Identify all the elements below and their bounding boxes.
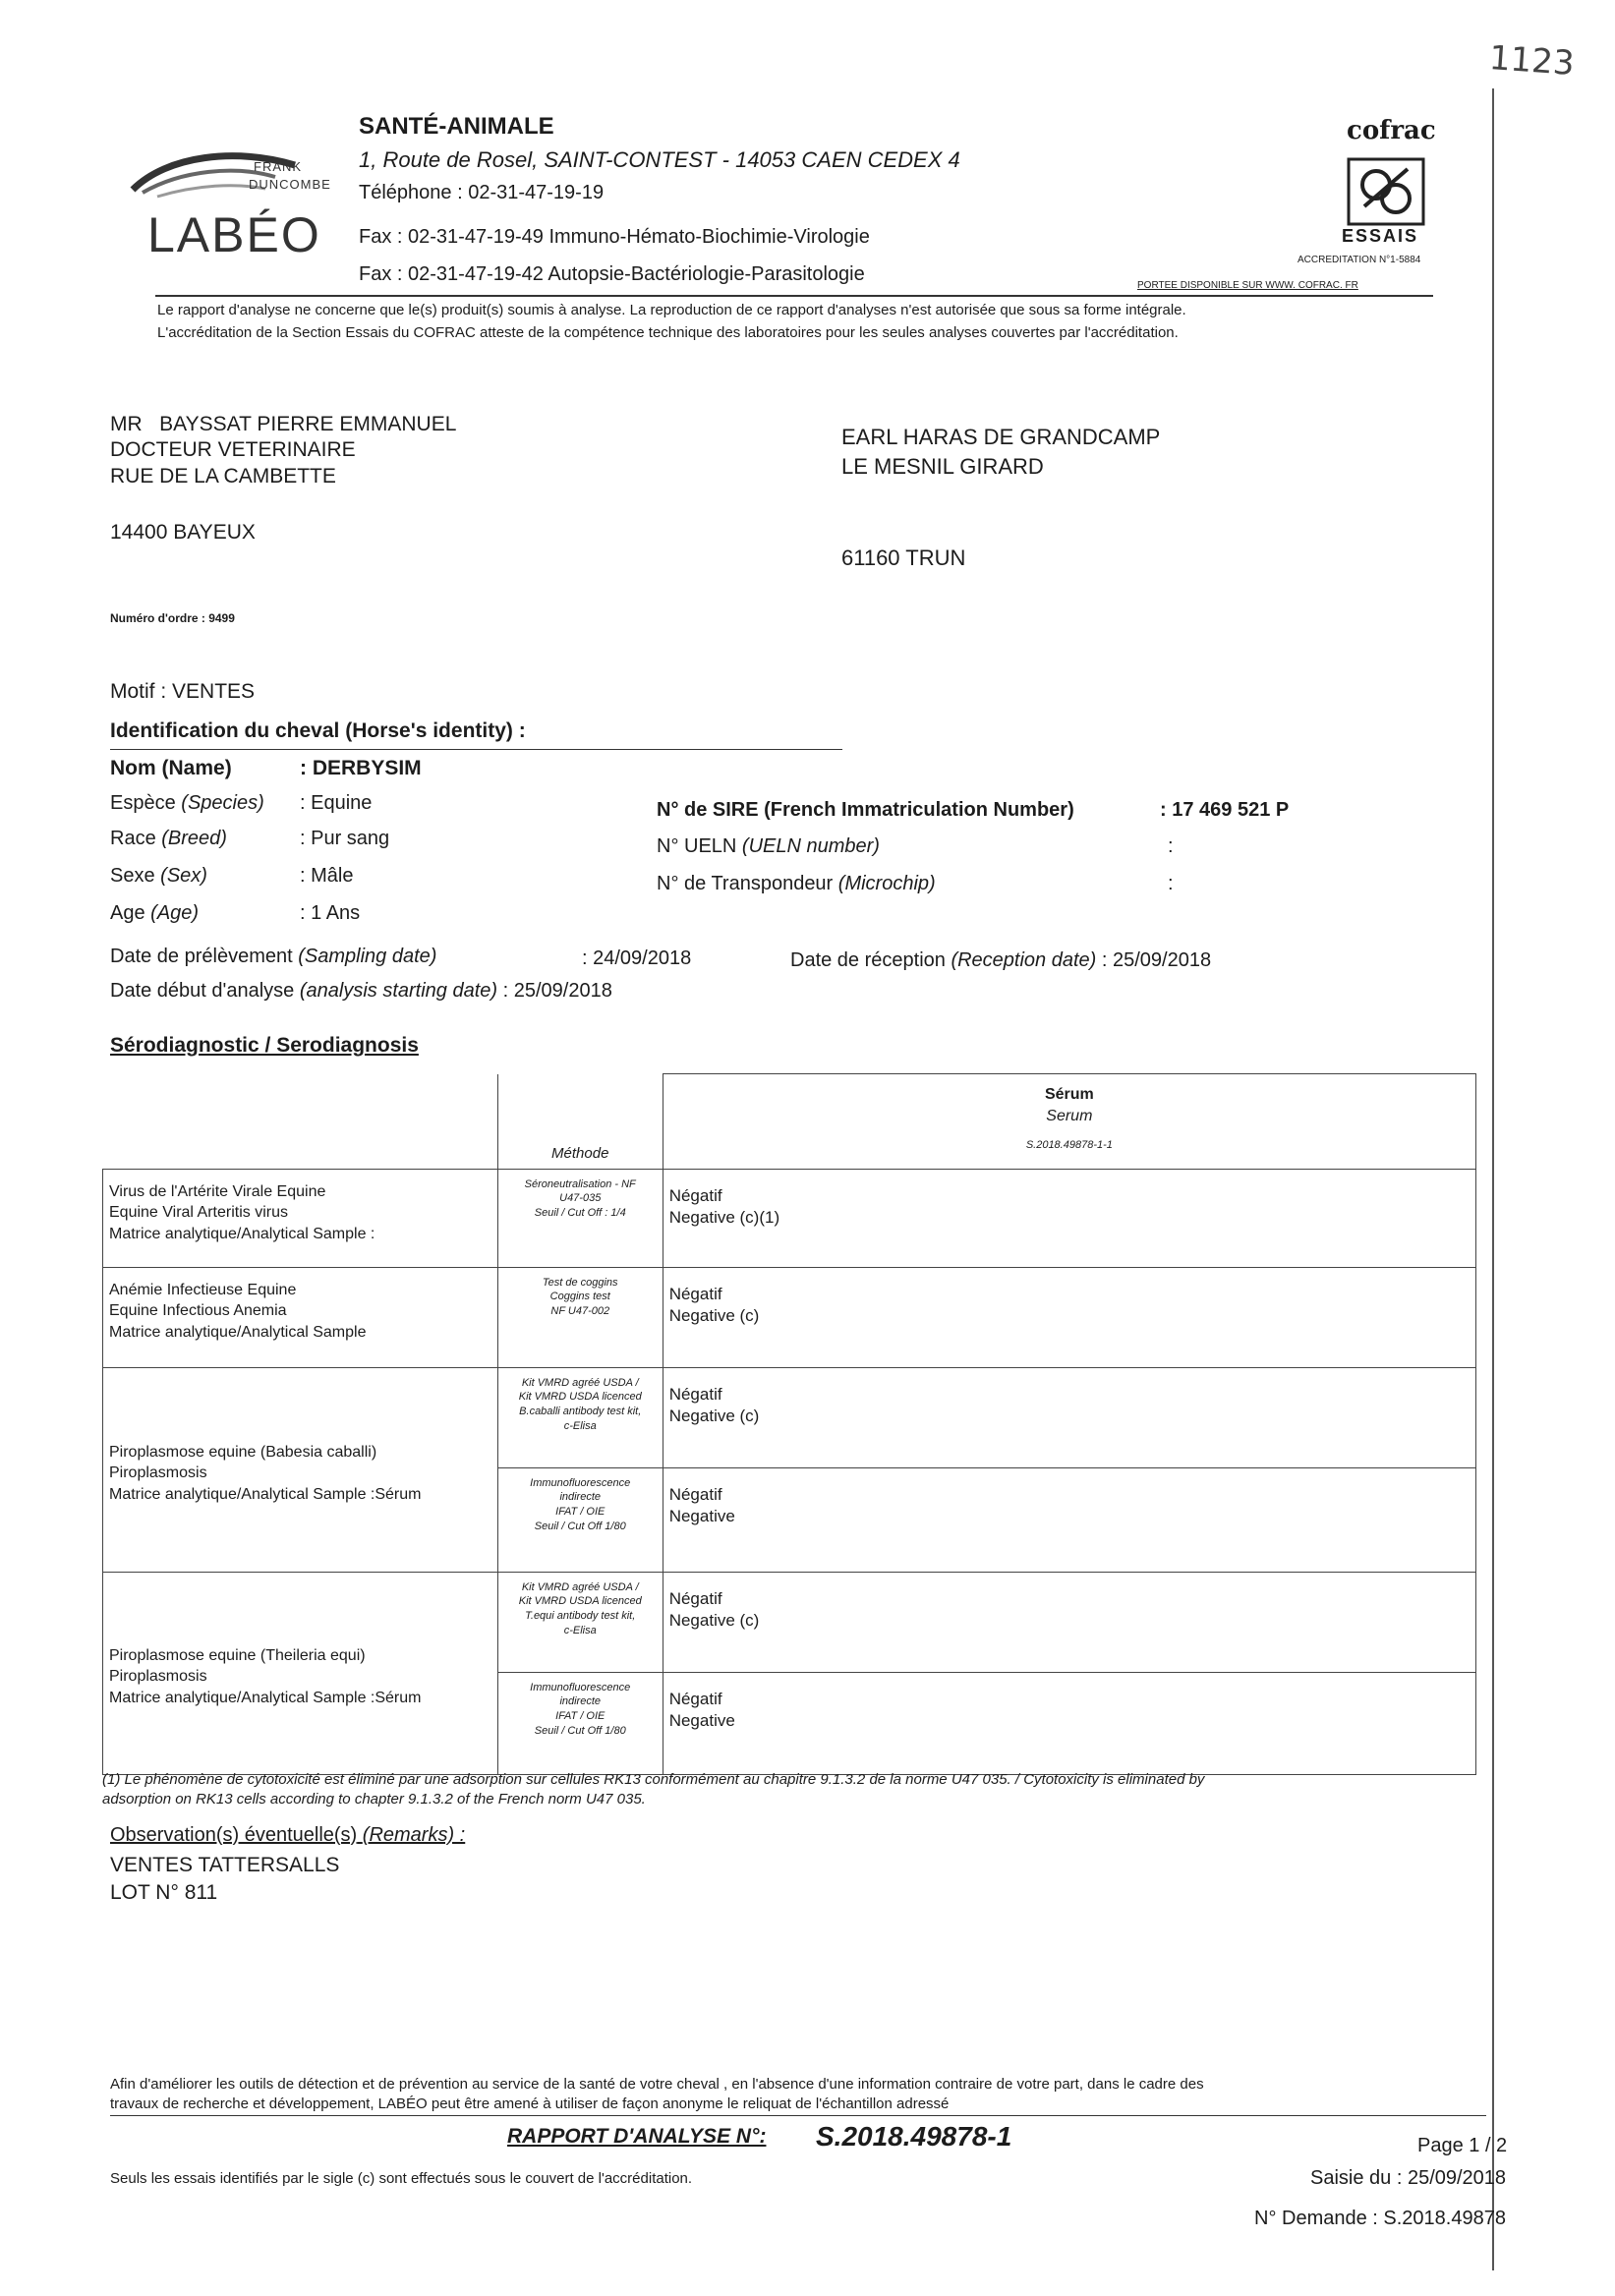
cofrac-portee: PORTEE DISPONIBLE SUR WWW. COFRAC. FR xyxy=(1137,280,1358,291)
method-line: IFAT / OIE xyxy=(555,1710,606,1723)
method-line: T.equi antibody test kit, xyxy=(525,1610,636,1623)
analysis-line: Piroplasmosis xyxy=(109,1464,207,1482)
method-line: Kit VMRD USDA licenced xyxy=(518,1595,642,1608)
logo-main-text: LABÉO xyxy=(147,207,321,262)
bottom-separator xyxy=(110,2115,1486,2116)
owner-line-3: 61160 TRUN xyxy=(841,545,966,570)
recipient-line-2: DOCTEUR VETERINAIRE xyxy=(110,438,356,461)
analysis-line: Anémie Infectieuse Equine xyxy=(109,1281,297,1298)
cofrac-accreditation: ACCREDITATION N°1-5884 xyxy=(1298,255,1421,265)
header-separator xyxy=(155,295,1433,297)
footnote-line-2: adsorption on RK13 cells according to chapter 9.1.3.2 of the French norm U47 035. xyxy=(102,1791,646,1808)
method-line: Immunofluorescence xyxy=(530,1476,631,1489)
logo-small-1: FRANK xyxy=(254,159,303,174)
method-line: Immunofluorescence xyxy=(530,1681,631,1693)
method-line: indirecte xyxy=(559,1491,602,1504)
method-line: Kit VMRD agréé USDA / xyxy=(521,1376,639,1389)
method-line: Séroneutralisation - NF xyxy=(524,1177,636,1190)
motif: Motif : VENTES xyxy=(110,680,256,703)
analysis-line: Piroplasmose equine (Theileria equi) xyxy=(109,1646,366,1664)
sampling-label-en: (Sampling date) xyxy=(298,946,437,967)
horse-name-value: : DERBYSIM xyxy=(300,757,422,779)
remarks-line-2: LOT N° 811 xyxy=(110,1881,218,1904)
logo-small-2: DUNCOMBE xyxy=(249,177,331,192)
analysis-line: Matrice analytique/Analytical Sample : xyxy=(109,1225,375,1242)
sex-value: : Mâle xyxy=(300,865,354,887)
results-table xyxy=(102,1073,1476,1775)
table-row xyxy=(103,1267,1476,1367)
method-header: Méthode xyxy=(497,1074,663,1170)
analysis-line: Matrice analytique/Analytical Sample :Sérum xyxy=(109,1485,422,1503)
report-number: S.2018.49878-1 xyxy=(816,2121,1012,2152)
reception-label-en: (Reception date) xyxy=(951,949,1097,971)
bottom-note-line-2: travaux de recherche et développement, LABÉO peut être amené à utiliser de façon anonyme le reliquat de l'échantillon adressé xyxy=(110,2095,950,2112)
table-row xyxy=(103,1367,1476,1467)
disclaimer-2: L'accréditation de la Section Essais du COFRAC atteste de la compétence technique des laboratoires pour les seules analyses couvertes par l'accréditation. xyxy=(157,324,1179,341)
recipient-line-4: 14400 BAYEUX xyxy=(110,521,256,544)
owner-line-2: LE MESNIL GIRARD xyxy=(841,454,1044,479)
sampling-label: Date de prélèvement xyxy=(110,946,293,967)
reception-label: Date de réception xyxy=(790,949,946,971)
reception-value: : 25/09/2018 xyxy=(1101,949,1212,971)
cofrac-title: cofrac xyxy=(1347,116,1436,145)
breed-label-en: (Breed) xyxy=(161,828,227,849)
analysis-line: Matrice analytique/Analytical Sample xyxy=(109,1323,367,1341)
sire-value: : 17 469 521 P xyxy=(1160,799,1290,821)
method-line: NF U47-002 xyxy=(550,1305,610,1318)
analysis-line: Virus de l'Artérite Virale Equine xyxy=(109,1182,326,1200)
age-value: : 1 Ans xyxy=(300,902,361,924)
method-line: Seuil / Cut Off 1/80 xyxy=(534,1521,626,1533)
ueln-label: N° UELN xyxy=(657,835,737,857)
remarks-line-1: VENTES TATTERSALLS xyxy=(110,1854,340,1876)
recipient-line-3: RUE DE LA CAMBETTE xyxy=(110,465,336,488)
org-fax-2: Fax : 02-31-47-19-42 Autopsie-Bactériologie-Parasitologie xyxy=(359,263,865,285)
remarks-label: Observation(s) éventuelle(s) xyxy=(110,1824,358,1846)
method-line: Test de coggins xyxy=(542,1276,618,1289)
start-value: : 25/09/2018 xyxy=(502,980,612,1002)
result-fr: Négatif xyxy=(668,1484,722,1504)
method-line: Seuil / Cut Off : 1/4 xyxy=(534,1207,626,1220)
horse-name-label: Nom (Name) xyxy=(110,757,232,779)
analysis-line: Piroplasmosis xyxy=(109,1668,207,1686)
result-en: Negative (c)(1) xyxy=(668,1208,780,1228)
method-line: IFAT / OIE xyxy=(555,1506,606,1519)
method-line: Seuil / Cut Off 1/80 xyxy=(534,1725,626,1738)
recipient-line-1: MR BAYSSAT PIERRE EMMANUEL xyxy=(110,413,457,435)
result-en: Negative (c) xyxy=(668,1406,760,1426)
handwritten-number: 1123 xyxy=(1487,38,1576,84)
transponder-label: N° de Transpondeur xyxy=(657,873,834,894)
sex-label-en: (Sex) xyxy=(160,865,207,887)
method-line: B.caballi antibody test kit, xyxy=(519,1406,642,1418)
remarks-label-en: (Remarks) : xyxy=(362,1824,466,1846)
method-line: c-Elisa xyxy=(563,1625,597,1637)
age-label-en: (Age) xyxy=(150,902,200,924)
cofrac-emblem-icon xyxy=(1347,157,1425,226)
serum-header-en: Serum xyxy=(1046,1107,1093,1124)
org-address: 1, Route de Rosel, SAINT-CONTEST - 14053 CAEN CEDEX 4 xyxy=(359,147,960,172)
identification-title: Identification du cheval (Horse's identity) : xyxy=(110,719,526,742)
owner-line-1: EARL HARAS DE GRANDCAMP xyxy=(841,425,1161,449)
analysis-line: Matrice analytique/Analytical Sample :Sérum xyxy=(109,1689,422,1706)
order-number: Numéro d'ordre : 9499 xyxy=(110,611,235,625)
disclaimer-1: Le rapport d'analyse ne concerne que le(s) produit(s) soumis à analyse. La reproduction de ce rapport d'analyses n'est autorisée que sous sa forme intégrale. xyxy=(157,302,1186,318)
serum-header: Sérum xyxy=(1044,1086,1094,1103)
breed-label: Race xyxy=(110,828,156,849)
labeo-logo-icon xyxy=(128,136,354,212)
analysis-line: Equine Infectious Anemia xyxy=(109,1302,287,1320)
ueln-value: : xyxy=(1168,835,1174,857)
ueln-label-en: (UELN number) xyxy=(741,835,880,857)
table-row xyxy=(103,1572,1476,1672)
start-label-en: (analysis starting date) xyxy=(299,980,498,1002)
report-label: RAPPORT D'ANALYSE N°: xyxy=(507,2125,767,2148)
transponder-value: : xyxy=(1168,873,1174,894)
org-name: SANTÉ-ANIMALE xyxy=(359,113,554,140)
bottom-note-line-1: Afin d'améliorer les outils de détection et de prévention au service de la santé de votre cheval , en l'absence d'une information contraire de votre part, dans le cadre des xyxy=(110,2076,1204,2093)
species-value: : Equine xyxy=(300,792,373,814)
breed-value: : Pur sang xyxy=(300,828,390,849)
analysis-line: Equine Viral Arteritis virus xyxy=(109,1204,288,1222)
method-line: Kit VMRD agréé USDA / xyxy=(521,1580,639,1593)
section-title: Sérodiagnostic / Serodiagnosis xyxy=(110,1034,419,1057)
age-label: Age xyxy=(110,902,145,924)
org-phone: Téléphone : 02-31-47-19-19 xyxy=(359,182,605,203)
sex-label: Sexe xyxy=(110,865,155,887)
result-fr: Négatif xyxy=(668,1689,722,1708)
method-line: c-Elisa xyxy=(563,1420,597,1433)
result-en: Negative (c) xyxy=(668,1611,760,1631)
table-header-row xyxy=(103,1074,1476,1170)
result-fr: Négatif xyxy=(668,1185,722,1205)
result-fr: Négatif xyxy=(668,1284,722,1303)
result-en: Negative xyxy=(668,1507,735,1526)
page-edge-line xyxy=(1492,88,1494,2270)
result-fr: Négatif xyxy=(668,1384,722,1404)
species-label-en: (Species) xyxy=(181,792,264,814)
saisie-date: Saisie du : 25/09/2018 xyxy=(1310,2167,1507,2189)
identification-underline xyxy=(110,749,842,750)
method-line: Kit VMRD USDA licenced xyxy=(518,1391,642,1404)
table-row xyxy=(103,1169,1476,1267)
start-label: Date début d'analyse xyxy=(110,980,295,1002)
demande-number: N° Demande : S.2018.49878 xyxy=(1254,2208,1506,2229)
analysis-line: Piroplasmose equine (Babesia caballi) xyxy=(109,1443,377,1461)
result-en: Negative xyxy=(668,1711,735,1731)
result-fr: Négatif xyxy=(668,1588,722,1608)
result-en: Negative (c) xyxy=(668,1306,760,1326)
method-line: U47-035 xyxy=(559,1192,602,1205)
accreditation-note: Seuls les essais identifiés par le sigle (c) sont effectués sous le couvert de l'accréditation. xyxy=(110,2170,693,2187)
sire-label: N° de SIRE (French Immatriculation Number) xyxy=(657,799,1074,821)
transponder-label-en: (Microchip) xyxy=(837,873,936,894)
method-line: indirecte xyxy=(559,1695,602,1708)
cofrac-essais: ESSAIS xyxy=(1342,226,1419,246)
sample-id: S.2018.49878-1-1 xyxy=(1025,1139,1113,1152)
sampling-value: : 24/09/2018 xyxy=(582,947,692,969)
method-line: Coggins test xyxy=(549,1291,610,1303)
page-number: Page 1 / 2 xyxy=(1417,2135,1508,2156)
org-fax-1: Fax : 02-31-47-19-49 Immuno-Hémato-Biochimie-Virologie xyxy=(359,226,870,248)
species-label: Espèce xyxy=(110,792,176,814)
footnote-line-1: (1) Le phénomène de cytotoxicité est éliminé par une adsorption sur cellules RK13 conformément au chapitre 9.1.3.2 de la norme U47 035. / Cytotoxicity is eliminated by xyxy=(102,1771,1205,1788)
